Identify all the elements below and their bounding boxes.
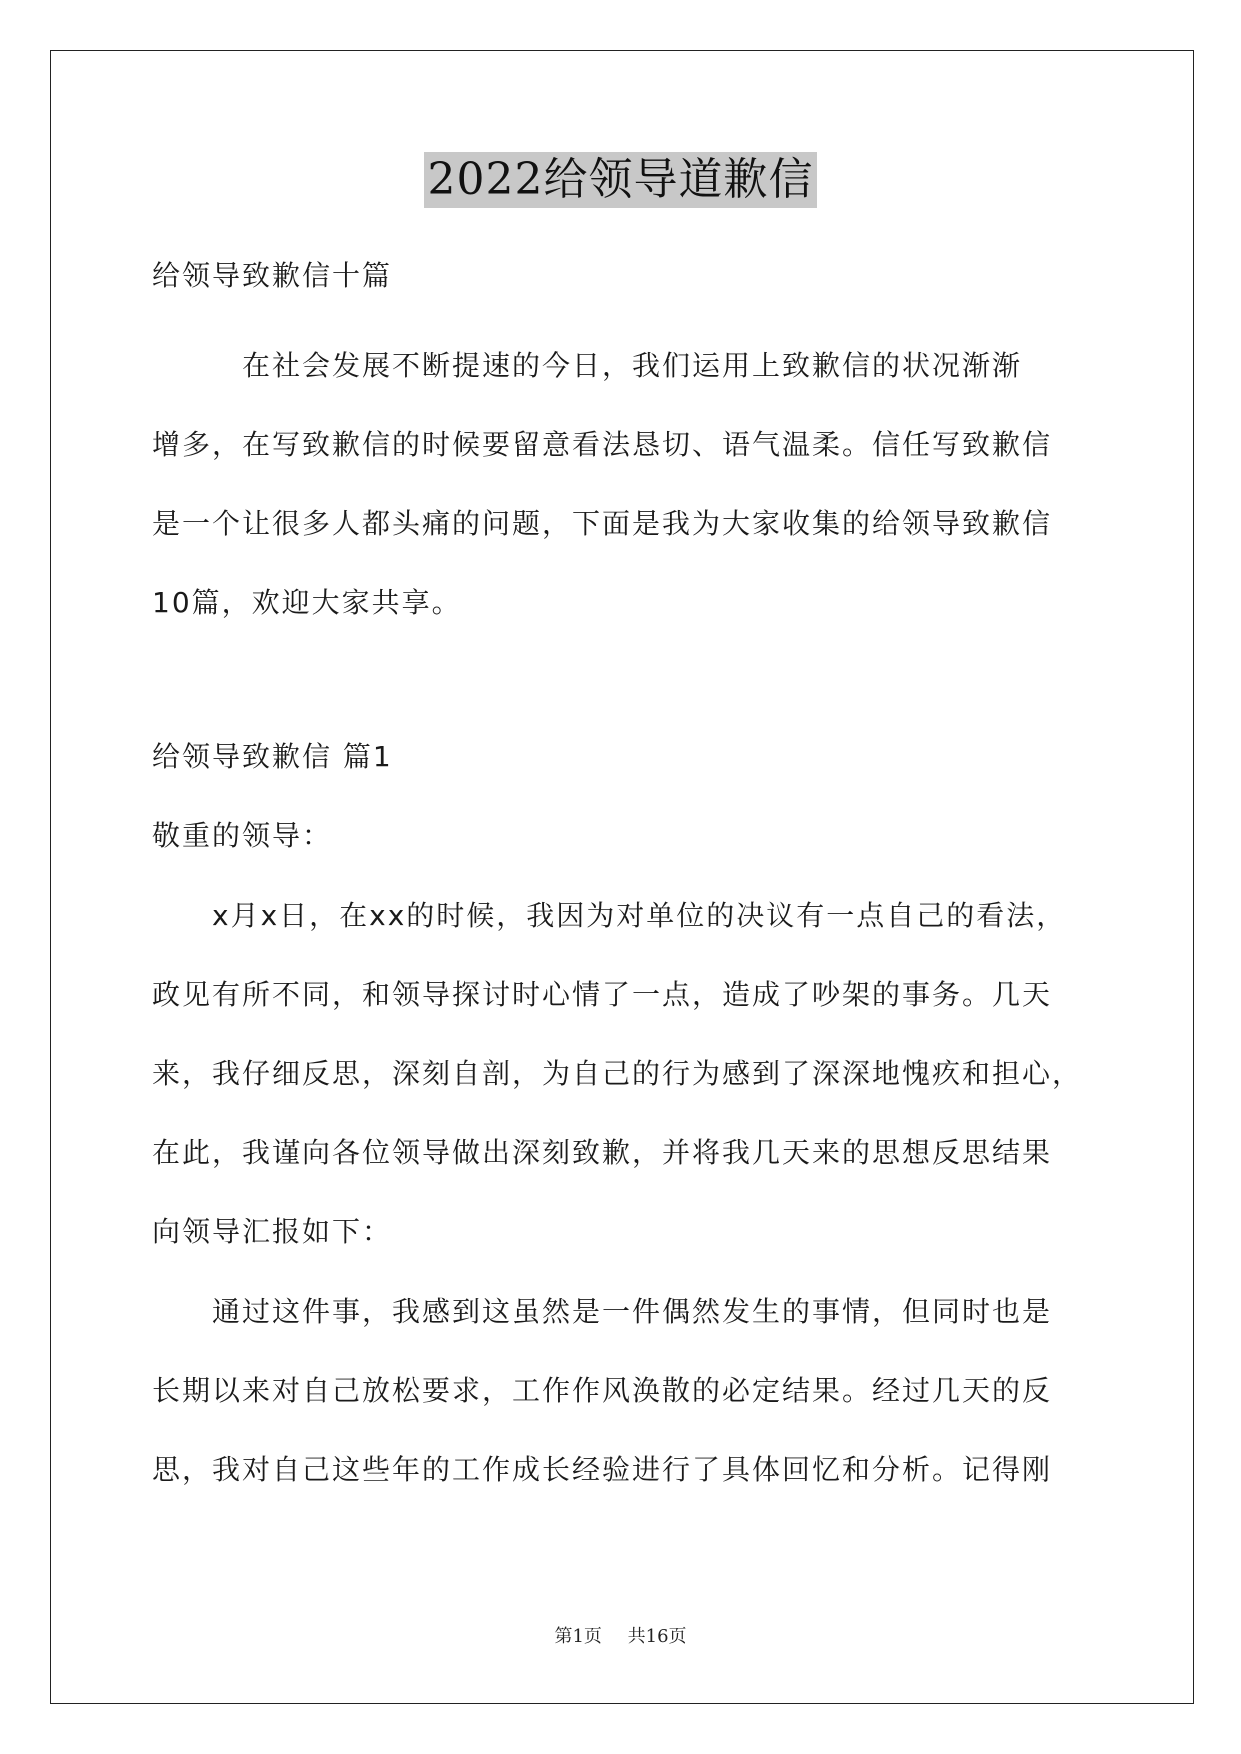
paragraph-line: 来，我仔细反思，深刻自剖，为自己的行为感到了深深地愧疚和担心， [152,1057,1083,1090]
paragraph-line: 思，我对自己这些年的工作成长经验进行了具体回忆和分析。记得刚 [152,1453,1053,1486]
paragraph-line: 10篇，欢迎大家共享。 [152,586,462,619]
paragraph-line: 通过这件事，我感到这虽然是一件偶然发生的事情，但同时也是 [152,1295,1053,1328]
page-footer [0,1622,1241,1648]
page-total: 共16页 [627,1626,687,1647]
subtitle-line: 给领导致歉信十篇 [152,259,393,292]
paragraph-line: 在社会发展不断提速的今日，我们运用上致歉信的状况渐渐 [152,349,1023,382]
paragraph-line: 政见有所不同，和领导探讨时心情了一点，造成了吵架的事务。几天 [152,978,1053,1011]
paragraph-line: 向领导汇报如下： [152,1215,393,1248]
paragraph-line: 在此，我谨向各位领导做出深刻致歉，并将我几天来的思想反思结果 [152,1136,1053,1169]
paragraph-line: 是一个让很多人都头痛的问题，下面是我为大家收集的给领导致歉信 [152,507,1053,540]
paragraph-line: 增多，在写致歉信的时候要留意看法恳切、语气温柔。信任写致歉信 [152,428,1053,461]
salutation-line: 敬重的领导： [152,819,333,852]
section-heading: 给领导致歉信 篇1 [152,740,393,773]
title-container [0,152,1241,208]
page-number: 第1页 [554,1626,602,1647]
paragraph-line: x月x日，在xx的时候，我因为对单位的决议有一点自己的看法， [152,899,1067,932]
document-title: 2022给领导道歉信 [424,152,818,208]
paragraph-line: 长期以来对自己放松要求，工作作风涣散的必定结果。经过几天的反 [152,1374,1053,1407]
